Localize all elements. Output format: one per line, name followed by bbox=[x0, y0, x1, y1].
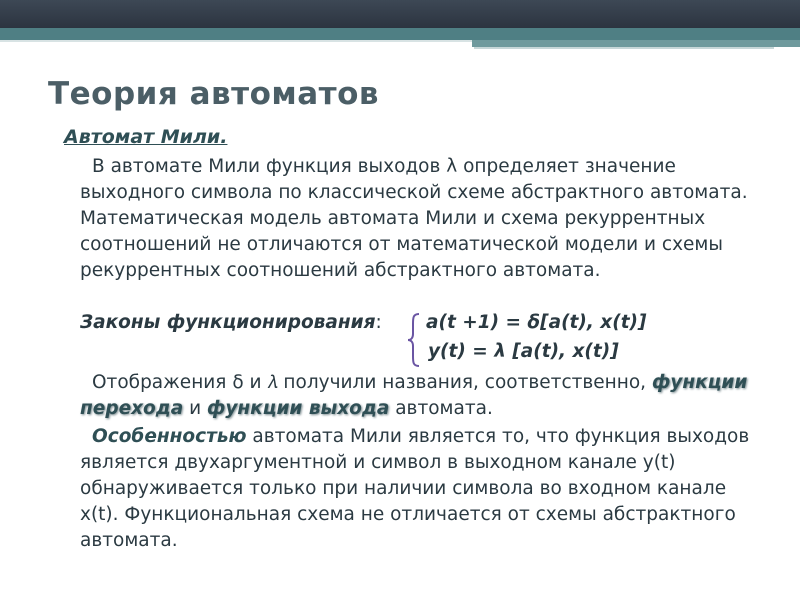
paragraph-1-text: В автомате Мили функция выходов λ определяет значение выходного символа по классической схеме абстрактного автомата. Математическая модель автомата Мили и схема рекуррентных соотношений не отличаются от математической модели и схемы рекуррентных соотношений абстрактного автомата. bbox=[80, 156, 748, 281]
header-light-line-left bbox=[0, 40, 472, 42]
laws-colon: : bbox=[375, 312, 382, 333]
term-output-function: функции выхода bbox=[206, 398, 390, 419]
header-accent-bar-right bbox=[472, 40, 800, 47]
header-teal-bar bbox=[0, 28, 800, 40]
laws-label bbox=[80, 312, 382, 333]
paragraph-2-start: Отображения δ и 𝜆 получили названия, соответственно, bbox=[92, 372, 652, 393]
laws-label-text: Законы функционирования bbox=[80, 312, 376, 333]
slide-subtitle: Автомат Мили. bbox=[64, 126, 228, 148]
paragraph-2-end: автомата. bbox=[389, 398, 493, 419]
curly-brace-icon bbox=[406, 312, 422, 368]
equation-output: y(t) = λ [a(t), x(t)] bbox=[428, 341, 619, 362]
paragraph-1 bbox=[80, 154, 760, 284]
header-dark-bar bbox=[0, 0, 800, 28]
paragraph-2 bbox=[80, 370, 760, 422]
equation-transition: a(t +1) = δ[a(t), x(t)] bbox=[426, 312, 647, 333]
laws-block bbox=[80, 312, 760, 372]
paragraph-2-and: и bbox=[183, 398, 207, 419]
slide-title: Теория автоматов bbox=[48, 76, 380, 112]
term-feature: Особенностью bbox=[92, 426, 247, 447]
paragraph-3 bbox=[80, 424, 760, 554]
header-light-line-right bbox=[474, 47, 774, 49]
term-transition-function: функции перехода bbox=[80, 372, 748, 419]
paragraph-3-text: автомата Мили является то, что функция выходов является двухаргументной и символ в выходном канале y(t) обнаруживается только при наличии символа во входном канале x(t). Функциональная схема не отличается от схемы абстрактного автомата. bbox=[80, 426, 750, 551]
